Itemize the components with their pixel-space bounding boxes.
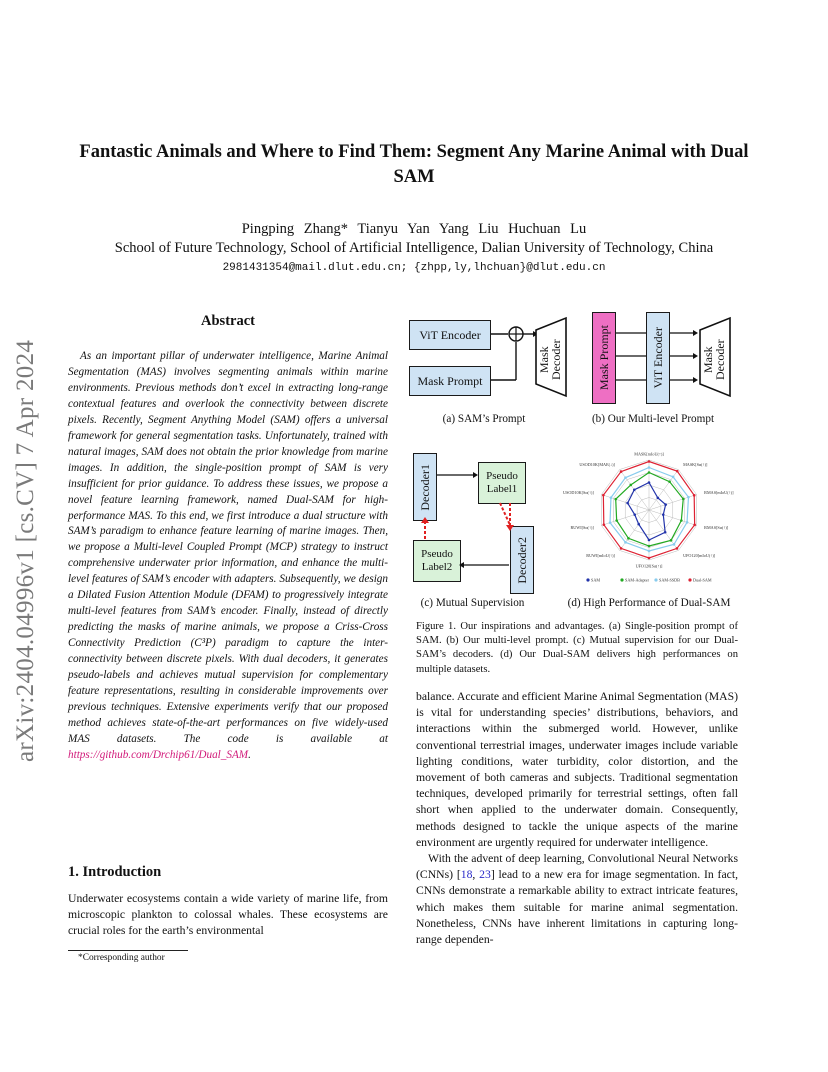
radar-point-0-7 [633,513,636,516]
radar-axis-label-7: RUWI[Sα(↑)] [570,524,594,530]
intro-text: Underwater ecosystems contain a wide variety of marine life, from microscopic plankton to colossal whales. These ecosystems are crucial roles for the earth’s environmental [68,892,388,938]
radar-axis-label-5: UFO120[Sα(↑)] [635,563,663,569]
radar-axis-label-2: RMAS[mIoU(↑)] [704,490,734,496]
radar-axis-label-1: MASK[Sα(↑)] [683,462,708,468]
citation-18[interactable]: 18 [460,868,473,882]
intro-heading: 1. Introduction [68,864,162,880]
fig-c-pseudo1-label: Pseudo Label1 [486,470,518,495]
fig-c-pseudo2-label: Pseudo Label2 [421,548,453,573]
radar-point-1-7 [615,519,618,522]
radar-point-3-0 [648,460,651,463]
fig-c-decoder2-label: Decoder2 [514,536,529,584]
fig-c-connectors [405,445,545,600]
radar-point-0-6 [637,523,640,526]
radar-point-2-6 [624,541,627,544]
radar-point-1-0 [648,471,651,474]
fig-b-mask-prompt [592,312,616,404]
radar-point-1-3 [680,519,683,522]
radar-point-0-8 [626,502,629,505]
radar-point-0-5 [648,539,651,542]
radar-point-1-2 [682,498,685,501]
code-link[interactable]: https://github.com/Drchip61/Dual_SAM [68,748,249,761]
radar-axis-label-3: RMAS[Sα(↑)] [704,524,729,530]
figure-caption: Figure 1. Our inspirations and advantages. (a) Single-position prompt of SAM. (b) Our multi-level prompt. (c) Mutual supervision for our Dual-SAM’s decoders. (d) Our Dual-SAM delivers high performances on multiple datasets. [416,621,738,675]
fig-c-decoder1-label: Decoder1 [417,463,432,511]
radar-point-0-0 [648,481,651,484]
paper-title: Fantastic Animals and Where to Find Them: Segment Any Marine Animal with Dual SAM [79,142,749,187]
fig-b-mask-decoder: Mask Decoder [701,339,727,381]
radar-point-2-3 [686,521,689,524]
radar-point-3-8 [602,494,605,497]
fig-b-vit-label: ViT Encoder [650,327,665,389]
radar-point-1-8 [614,498,617,501]
footnote-rule [68,950,188,951]
radar-point-3-1 [676,470,679,473]
radar-point-0-9 [633,488,636,491]
fig-a-prompt-label: Mask Prompt [417,373,483,388]
legend-marker-3 [688,578,691,581]
arxiv-stamp-text: arXiv:2404.04996v1 [cs.CV] 7 Apr 2024 [12,339,39,762]
radar-axis-label-4: UFO120[mIoU(↑)] [683,552,716,558]
legend-label-2: SAM-SSDB [659,577,680,583]
right-para-2-b: , [472,868,480,882]
footnote: *Corresponding author [78,953,165,963]
radar-point-0-2 [664,503,667,506]
arxiv-stamp [6,292,42,762]
affiliation: School of Future Technology, School of Artificial Intelligence, Dalian University of Technology, China [114,240,714,256]
radar-point-1-9 [629,484,632,487]
right-para-2 [416,851,738,948]
fig-d-radar-chart [556,446,742,588]
radar-point-2-8 [610,496,613,499]
radar-point-2-7 [609,521,612,524]
right-para-2-c: ] lead to a new era for image segmentation. In fact, CNNs demonstrate a remarkable ability to extract intricate features, which makes them suitable for marine animal segmentation. Nonetheless, CNNs have inherent limitations in capturing long-range dependen- [416,868,738,947]
fig-d-caption: (d) High Performance of Dual-SAM [567,597,731,609]
radar-point-3-2 [693,494,696,497]
right-para-1: balance. Accurate and efficient Marine Animal Segmentation (MAS) is vital for understanding species’ distributions, behaviors, and interactions within the submerged world. However, unlike conventional terrestrial images, underwater images include variable lighting conditions, water turbidity, color distortion, and the movement of both cameras and subjects. Traditional segmentation techniques, developed primarily for terrestrial settings, often fall short when applied to the underwater domain. Consequently, methods designed to tackle the unique aspects of the marine environment are urgently required for underwater intelligence. [416,690,738,849]
radar-point-0-3 [662,513,665,516]
abstract-end: . [248,748,251,761]
radar-point-0-1 [657,497,660,500]
radar-axis-label-6: RUWI[mIoU(↑)] [586,552,615,558]
fig-a-vit-label: ViT Encoder [419,327,481,342]
radar-point-1-4 [670,539,673,542]
radar-point-1-5 [648,545,651,548]
fig-c-caption: (c) Mutual Supervision [420,597,525,609]
fig-b-prompt-label: Mask Prompt [596,325,611,391]
citation-23[interactable]: 23 [479,868,491,882]
radar-point-3-7 [603,523,606,526]
radar-point-1-1 [668,480,671,483]
legend-marker-1 [620,578,623,581]
fig-a-caption: (a) SAM’s Prompt [442,413,526,425]
radar-point-2-5 [648,550,651,553]
radar-point-0-4 [664,531,667,534]
radar-point-2-9 [624,476,627,479]
fig-b-caption: (b) Our Multi-level Prompt [591,413,715,425]
radar-point-2-4 [673,543,676,546]
radar-point-3-6 [620,547,623,550]
fig-a-mask-decoder: Mask Decoder [537,339,563,381]
radar-point-2-0 [648,466,651,469]
radar-axis-label-8: USOD10K[Sα(↑)] [563,490,594,496]
legend-label-0: SAM [591,577,601,583]
author-emails: 2981431354@mail.dlut.edu.cn; {zhpp,ly,lhchuan}@dlut.edu.cn [222,262,606,274]
right-column-text [416,689,738,948]
abstract-body [68,349,388,764]
legend-marker-2 [654,578,657,581]
legend-label-3: Dual-SAM [693,577,712,583]
author-list: Pingping Zhang* Tianyu Yan Yang Liu Huchuan Lu [241,221,587,237]
radar-point-3-5 [648,557,651,560]
radar-point-1-6 [627,537,630,540]
legend-label-1: SAM-Adapter [625,577,649,583]
abstract-heading: Abstract [201,313,255,329]
radar-point-3-4 [676,547,679,550]
radar-axis-label-9: USOD10K[MAE(↓)] [579,462,615,468]
legend-marker-0 [586,578,589,581]
radar-point-3-9 [620,470,623,473]
radar-point-3-3 [693,524,696,527]
radar-point-2-2 [687,496,690,499]
radar-axis-label-0: MASK[mIoU(↑)] [634,451,664,457]
right-para-2-a: With the advent of deep learning, Convolutional Neural Networks (CNNs) [ [416,852,738,882]
fig-b-vit-encoder [646,312,670,404]
radar-point-2-1 [672,476,675,479]
abstract-text: As an important pillar of underwater intelligence, Marine Animal Segmentation (MAS) involves segmenting animals within marine environments. Previous methods don’t excel in extracting long-range contextual features and overlook the connectivity between discrete pixels. Recently, Segment Anything Model (SAM) offers a universal framework for general segmentation tasks. Unfortunately, trained with natural images, SAM does not obtain the prior knowledge from marine images. In addition, the single-position prompt of SAM is very insufficient for prior guidance. To address these issues, we propose a novel feature learning framework, named Dual-SAM for high-performance MAS. To this end, we first introduce a dual structure with SAM’s paradigm to enhance feature learning of marine images. Then, we propose a Multi-level Coupled Prompt (MCP) strategy to instruct comprehensive underwater prior information, and enhance the multi-level features of SAM’s encoder with adapters. Subsequently, we design a Dilated Fusion Attention Module (DFAM) to progressively integrate multi-level features from SAM’s encoder. Finally, instead of directly predicting the masks of marine animals, we propose a Criss-Cross Connectivity Prediction (C³P) paradigm to capture the inter-connectivity between discrete pixels. With dual decoders, it generates pseudo-labels and achieves mutual supervision for complementary feature representations, resulting in considerable improvements over previous techniques. Extensive experiments verify that our proposed method achieves state-of-the-art performances on five widely-used MAS datasets. The code is available at [68,350,388,745]
